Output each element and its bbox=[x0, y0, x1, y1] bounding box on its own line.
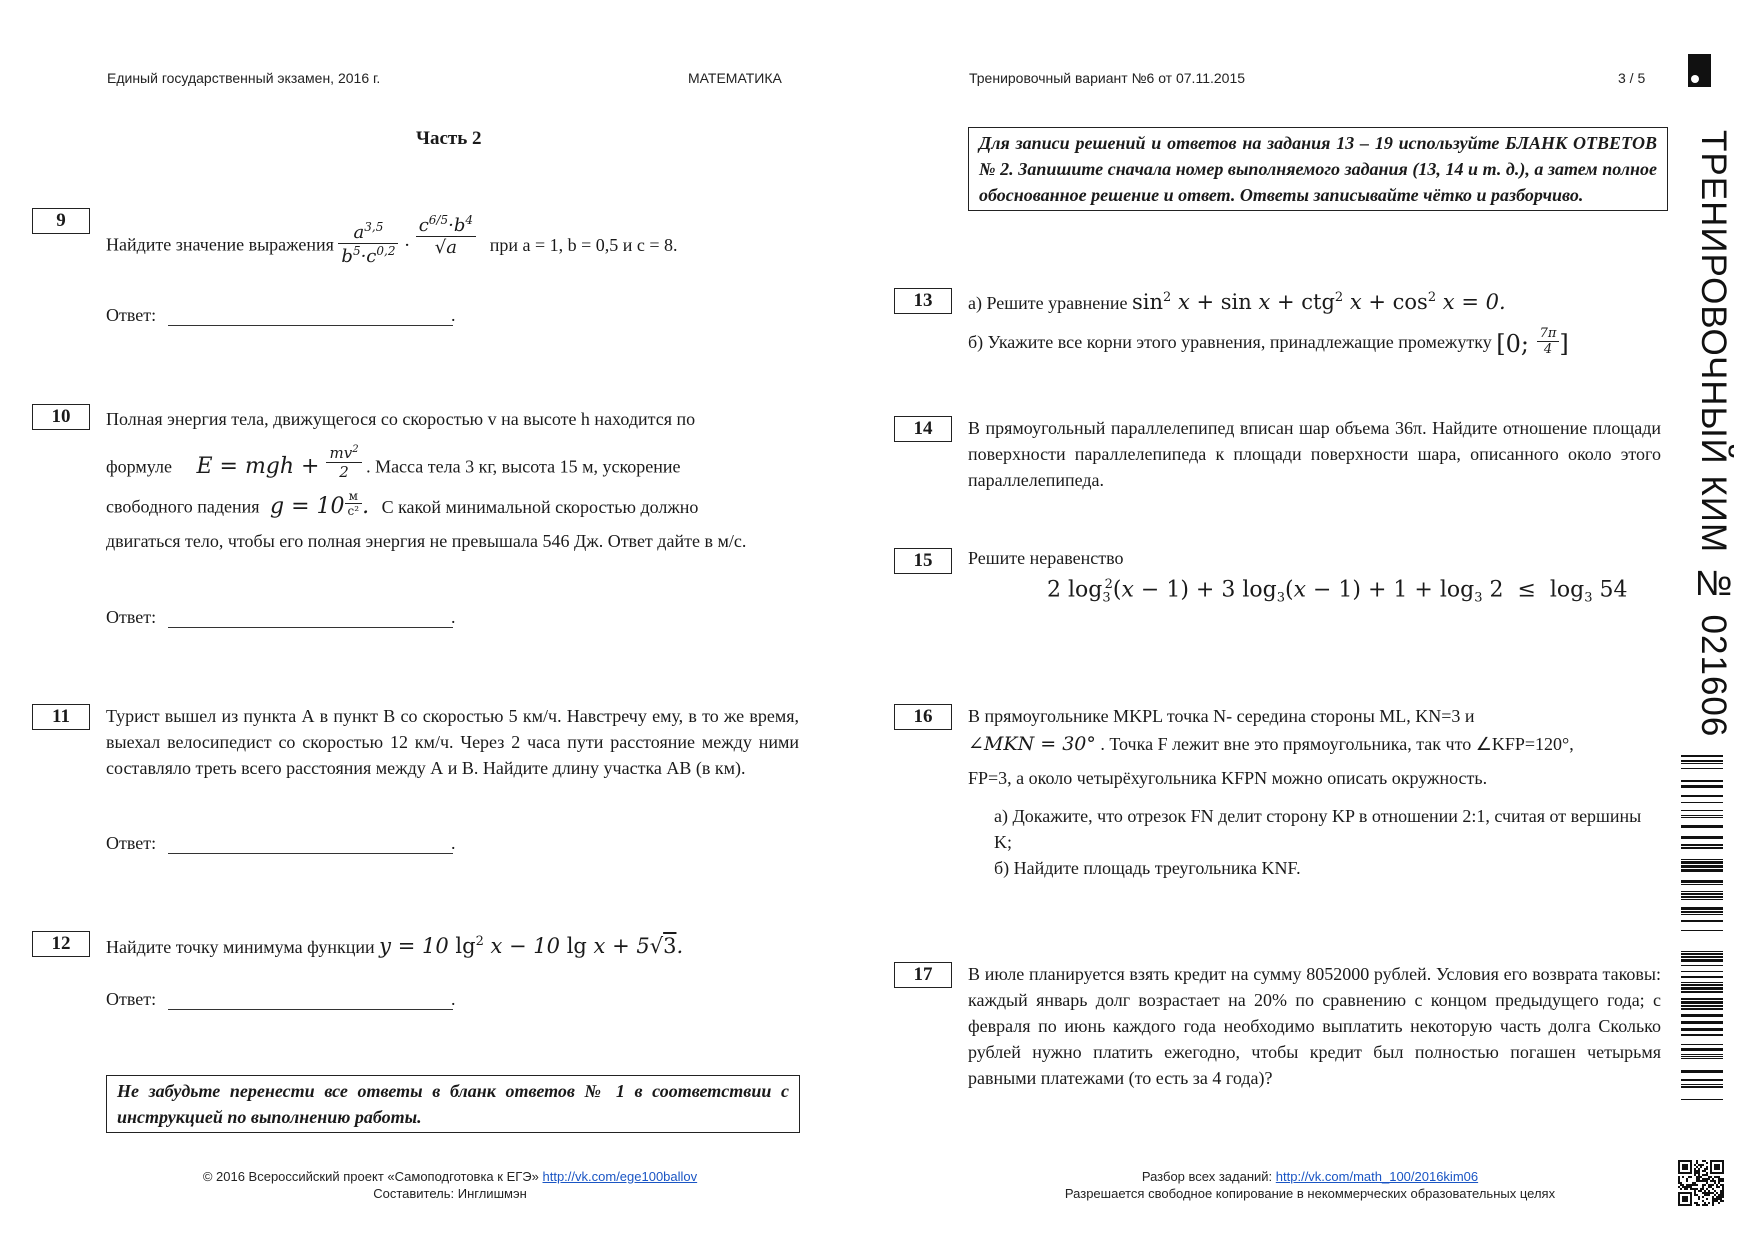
task-12-answer-field[interactable] bbox=[168, 989, 453, 1010]
part-title: Часть 2 bbox=[416, 128, 482, 149]
task-9-answer-period: . bbox=[451, 305, 456, 325]
footer-right-label: Разбор всех заданий: bbox=[1141, 1169, 1273, 1184]
task-16-line3: FP=3, а около четырёхугольника KFPN можно описать окружность. bbox=[968, 768, 1488, 788]
qr-code-icon bbox=[1678, 1160, 1724, 1206]
task-10-answer-field[interactable] bbox=[168, 607, 453, 628]
task-16-line2-text: . Точка F лежит вне это прямоугольника, так что ∠KFP=120°, bbox=[1100, 734, 1574, 754]
task-14-number: 14 bbox=[894, 416, 952, 442]
task-10-line1: Полная энергия тела, движущегося со скоростью v на высоте h находится по bbox=[106, 409, 696, 429]
variant-title: Тренировочный вариант №6 от 07.11.2015 bbox=[969, 70, 1246, 86]
task-16-line1: В прямоугольнике MKPL точка N- середина стороны ML, KN=3 и bbox=[968, 706, 1475, 726]
footer-right bbox=[960, 1168, 1660, 1202]
task-16-part-a: а) Докажите, что отрезок FN делит сторону KP в отношении 2:1, считая от вершины K; bbox=[994, 806, 1642, 852]
task-17-number: 17 bbox=[894, 962, 952, 988]
task-13-equation: $\sin^2 x + \sin x + ctg^2$ $x + \cos^2 x = 0$. bbox=[1131, 290, 1506, 314]
task-12-text bbox=[106, 934, 806, 958]
task-10-number: 10 bbox=[32, 404, 90, 430]
task-13-part-b bbox=[968, 326, 1668, 357]
footer-left-author: Составитель: Инглишмэн bbox=[373, 1186, 527, 1201]
footer-right-link[interactable]: http://vk.com/math_100/2016kim06 bbox=[1275, 1169, 1479, 1184]
page-number: 3 / 5 bbox=[1618, 70, 1646, 86]
task-14-text: В прямоугольный параллелепипед вписан шар объема 36π. Найдите отношение площади поверхности параллелепипеда к площади поверхности шара, описанного около этого параллелепипеда. bbox=[968, 418, 1661, 490]
task-10-gravity: g = 10 $\frac{м}{\text{c²}}$ . bbox=[270, 489, 370, 519]
reminder-box: Не забудьте перенести все ответы в бланк ответов № 1 в соответствии с инструкцией по выполнению работы. bbox=[106, 1075, 800, 1133]
task-12-formula: y = 10 $\lg^2 x - 10$ lg x + 5√3. bbox=[379, 934, 684, 958]
task-12-answer-label: Ответ: bbox=[106, 989, 157, 1009]
task-11-answer-label: Ответ: bbox=[106, 833, 157, 853]
task-13-interval: [0; $\frac{7\pi}{4}$ ] bbox=[1496, 326, 1569, 358]
task-11-answer-field[interactable] bbox=[168, 833, 453, 854]
task-13-number: 13 bbox=[894, 288, 952, 314]
task-10-formula-cont: . Масса тела 3 кг, высота 15 м, ускорение bbox=[366, 456, 681, 477]
task-9-condition: при a = 1, b = 0,5 и c = 8. bbox=[489, 234, 678, 255]
task-15-number: 15 bbox=[894, 548, 952, 574]
task-16-number: 16 bbox=[894, 704, 952, 730]
task-13-part-b-label: б) Укажите все корни этого уравнения, принадлежащие промежутку bbox=[968, 332, 1492, 352]
task-16-line2 bbox=[968, 733, 1661, 755]
task-16-angle: ∠MKN = 30° bbox=[968, 733, 1096, 755]
task-10-gravity-label: свободного падения bbox=[106, 496, 260, 517]
footer-left bbox=[100, 1168, 800, 1202]
task-9-expression: $\frac{a^{3,5}}{b^5\cdot c^{0,2}}$ · $\frac{c^{6/5}\cdot b^4}{√a}$ bbox=[338, 235, 481, 256]
task-10-answer-period: . bbox=[451, 607, 456, 627]
task-10-line2 bbox=[106, 444, 799, 485]
task-12-number: 12 bbox=[32, 931, 90, 957]
task-12-answer-period: . bbox=[451, 989, 456, 1009]
footer-left-copyright: © 2016 Всероссийский проект «Самоподготовка к ЕГЭ» bbox=[202, 1169, 539, 1184]
task-10-question: С какой минимальной скоростью должно bbox=[381, 496, 699, 517]
footer-left-link[interactable]: http://vk.com/ege100ballov bbox=[542, 1169, 698, 1184]
subject-title: МАТЕМАТИКА bbox=[688, 70, 782, 86]
footer-right-license: Разрешается свободное копирование в некоммерческих образовательных целях bbox=[1064, 1186, 1556, 1201]
corner-mark-icon bbox=[1688, 54, 1711, 87]
exam-title: Единый государственный экзамен, 2016 г. bbox=[107, 70, 381, 86]
task-10-formula-label: формуле bbox=[106, 456, 172, 477]
barcode-icon bbox=[1681, 755, 1723, 1100]
instructions-box: Для записи решений и ответов на задания 13 – 19 используйте БЛАНК ОТВЕТОВ № 2. Запишите сначала номер выполняемого задания (13, 14 и т. д.), а затем полное обоснованное решение и ответ. Ответы записывайте чётко и разборчиво. bbox=[968, 127, 1668, 211]
side-title: ТРЕНИРОВОЧНЫЙ КИМ № 021606 bbox=[1694, 130, 1733, 738]
task-13-part-a bbox=[968, 290, 1506, 314]
task-9-prompt: Найдите значение выражения bbox=[106, 234, 334, 255]
task-11-number: 11 bbox=[32, 704, 90, 730]
task-10-formula: E = mgh + $\frac{mv^2}{2}$ bbox=[196, 454, 361, 479]
task-15-text: Решите неравенство bbox=[968, 548, 1124, 568]
task-16-part-b: б) Найдите площадь треугольника KNF. bbox=[994, 858, 1301, 878]
task-12-prompt: Найдите точку минимума функции bbox=[106, 937, 375, 957]
task-11-answer-period: . bbox=[451, 833, 456, 853]
task-15-inequality: 2 $\log_3^2(x - 1) + 3$ $\log_3(x - 1) + 1 + \log_3 2 \le \log_3 54$ bbox=[1047, 577, 1628, 606]
task-17-text: В июле планируется взять кредит на сумму 8052000 рублей. Условия его возврата таковы: каждый январь долг возрастает на 20% по сравнению с концом предыдущего года; с февраля по июнь каждого года необходимо выплатить некоторую часть долга Сколько рублей нужно платить ежегодно, чтобы кредит был полностью погашен четырьмя равными платежами (то есть за 4 года)? bbox=[968, 964, 1661, 1088]
task-9-text bbox=[106, 213, 806, 269]
task-13-part-a-label: а) Решите уравнение bbox=[968, 293, 1128, 313]
task-10-line3 bbox=[106, 489, 799, 521]
task-10-answer-label: Ответ: bbox=[106, 607, 157, 627]
task-9-answer-label: Ответ: bbox=[106, 305, 157, 325]
task-11-text: Турист вышел из пункта А в пункт В со скоростью 5 км/ч. Навстречу ему, в то же время, выехал велосипедист со скоростью 12 км/ч. Через 2 часа пути расстояние между ними составляло треть всего расстояния между А и В. Найдите длину участка АВ (в км). bbox=[106, 706, 799, 778]
task-9-number: 9 bbox=[32, 208, 90, 234]
task-10-line4: двигаться тело, чтобы его полная энергия не превышала 546 Дж. Ответ дайте в м/с. bbox=[106, 531, 747, 551]
task-9-answer-field[interactable] bbox=[168, 305, 453, 326]
